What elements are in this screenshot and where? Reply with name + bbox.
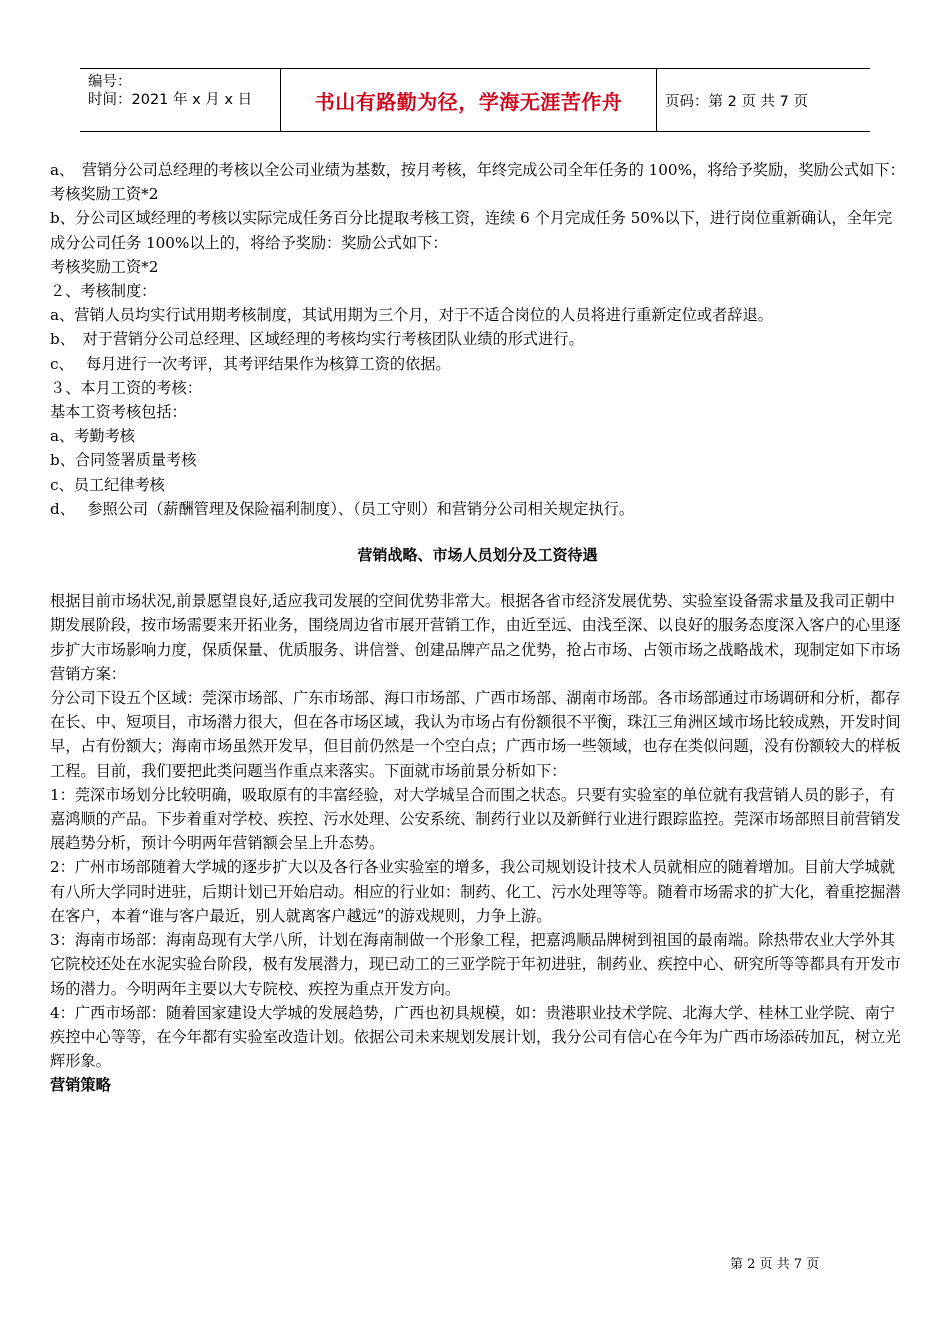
header-motto: 书山有路勤为径，学海无涯苦作舟 xyxy=(280,69,657,131)
paragraph: 考核奖励工资*2 xyxy=(50,185,159,204)
document-body xyxy=(50,158,905,1098)
paragraph: a、营销人员均实行试用期考核制度，其试用期为三个月，对于不适合岗位的人员将进行重新定位或者辞退。 xyxy=(50,306,773,325)
page-header xyxy=(80,68,870,132)
paragraph: ３、本月工资的考核： xyxy=(50,378,202,397)
paragraph: 分公司下设五个区域：莞深市场部、广东市场部、海口市场部、广西市场部、湖南市场部。各市场部通过市场调研和分析，都存在长、中、短项目，市场潜力很大，但在各市场区域，我认为市场占有份额很不平衡，珠江三角洲区域市场比较成熟，开发时间早，占有份额大；海南市场虽然开发早，但目前仍然是一个空白点；广西市场一些领域，也存在类似问题，没有份额较大的样板工程。目前，我们要把此类问题当作重点来落实。下面就市场前景分析如下： xyxy=(50,689,901,780)
document-time-label: 时间：2021 年 x 月 x 日 xyxy=(88,92,253,108)
paragraph: d、 参照公司（薪酬管理及保险福利制度）、（员工守则）和营销分公司相关规定执行。 xyxy=(50,499,635,518)
paragraph: 考核奖励工资*2 xyxy=(50,257,159,276)
paragraph: b、合同签署质量考核 xyxy=(50,451,197,470)
header-meta xyxy=(80,69,280,131)
paragraph: a、 营销分公司总经理的考核以全公司业绩为基数，按月考核，年终完成公司全年任务的 100%，将给予奖励，奖励公式如下： xyxy=(50,161,905,179)
paragraph: 基本工资考核包括： xyxy=(50,403,187,422)
paragraph: c、员工纪律考核 xyxy=(50,475,165,494)
page-footer: 第 2 页 共 7 页 xyxy=(730,1257,820,1272)
paragraph: 4：广西市场部：随着国家建设大学城的发展趋势，广西也初具规模，如：贵港职业技术学院、北海大学、桂林工业学院、南宁疾控中心等等，在今年都有实验室改造计划。依据公司未来规划发展计划，我分公司有信心在今年为广西市场添砖加瓦，树立光辉形象。 xyxy=(50,1003,901,1071)
paragraph: b、 对于营销分公司总经理、区域经理的考核均实行考核团队业绩的形式进行。 xyxy=(50,330,584,349)
paragraph: 1：莞深市场划分比较明确，吸取原有的丰富经验，对大学城呈合而围之状态。只要有实验室的单位就有我营销人员的影子，有嘉鸿顺的产品。下步着重对学校、疾控、污水处理、公安系统、制药行业以及新鲜行业进行跟踪监控。莞深市场部照目前营销发展趋势分析，预计今明两年营销额会呈上升态势。 xyxy=(50,785,901,853)
paragraph: a、考勤考核 xyxy=(50,427,135,446)
paragraph: 根据目前市场状况,前景愿望良好,适应我司发展的空间优势非常大。根据各省市经济发展优势、实验室设备需求量及我司正朝中期发展阶段，按市场需要来开拓业务，围绕周边省市展开营销工作，由近至远、由浅至深、以良好的服务态度深入客户的心里逐步扩大市场影响力度，保质保量、优质服务、讲信誉、创建品牌产品之优势，抢占市场、占领市场之战略战术，现制定如下市场营销方案： xyxy=(50,592,901,683)
document-number-label: 编号： xyxy=(88,74,132,90)
section-heading: 营销战略、市场人员划分及工资待遇 xyxy=(357,546,598,565)
paragraph: c、 每月进行一次考评，其考评结果作为核算工资的依据。 xyxy=(50,354,451,373)
paragraph: ２、考核制度： xyxy=(50,282,157,301)
strategy-heading: 营销策略 xyxy=(50,1076,111,1095)
paragraph: b、分公司区域经理的考核以实际完成任务百分比提取考核工资，连续 6 个月完成任务 50%以下，进行岗位重新确认，全年完成分公司任务 100%以上的，将给予奖励：奖励公式如下： xyxy=(50,209,893,252)
paragraph: 2：广州市场部随着大学城的逐步扩大以及各行各业实验室的增多，我公司规划设计技术人员就相应的随着增加。目前大学城就有八所大学同时进驻，后期计划已开始启动。相应的行业如：制药、化工、污水处理等等。随着市场需求的扩大化，着重挖掘潜在客户，本着“谁与客户最近，别人就离客户越远”的游戏规则，力争上游。 xyxy=(50,858,901,925)
paragraph: 3：海南市场部：海南岛现有大学八所，计划在海南制做一个形象工程，把嘉鸿顺品牌树到祖国的最南端。除热带农业大学外其它院校还处在水泥实验台阶段，极有发展潜力，现已动工的三亚学院于年初进驻，制药业、疾控中心、研究所等等都具有开发市场的潜力。今明两年主要以大专院校、疾控为重点开发方向。 xyxy=(50,931,901,998)
header-page-number: 页码：第 2 页 共 7 页 xyxy=(665,93,808,110)
